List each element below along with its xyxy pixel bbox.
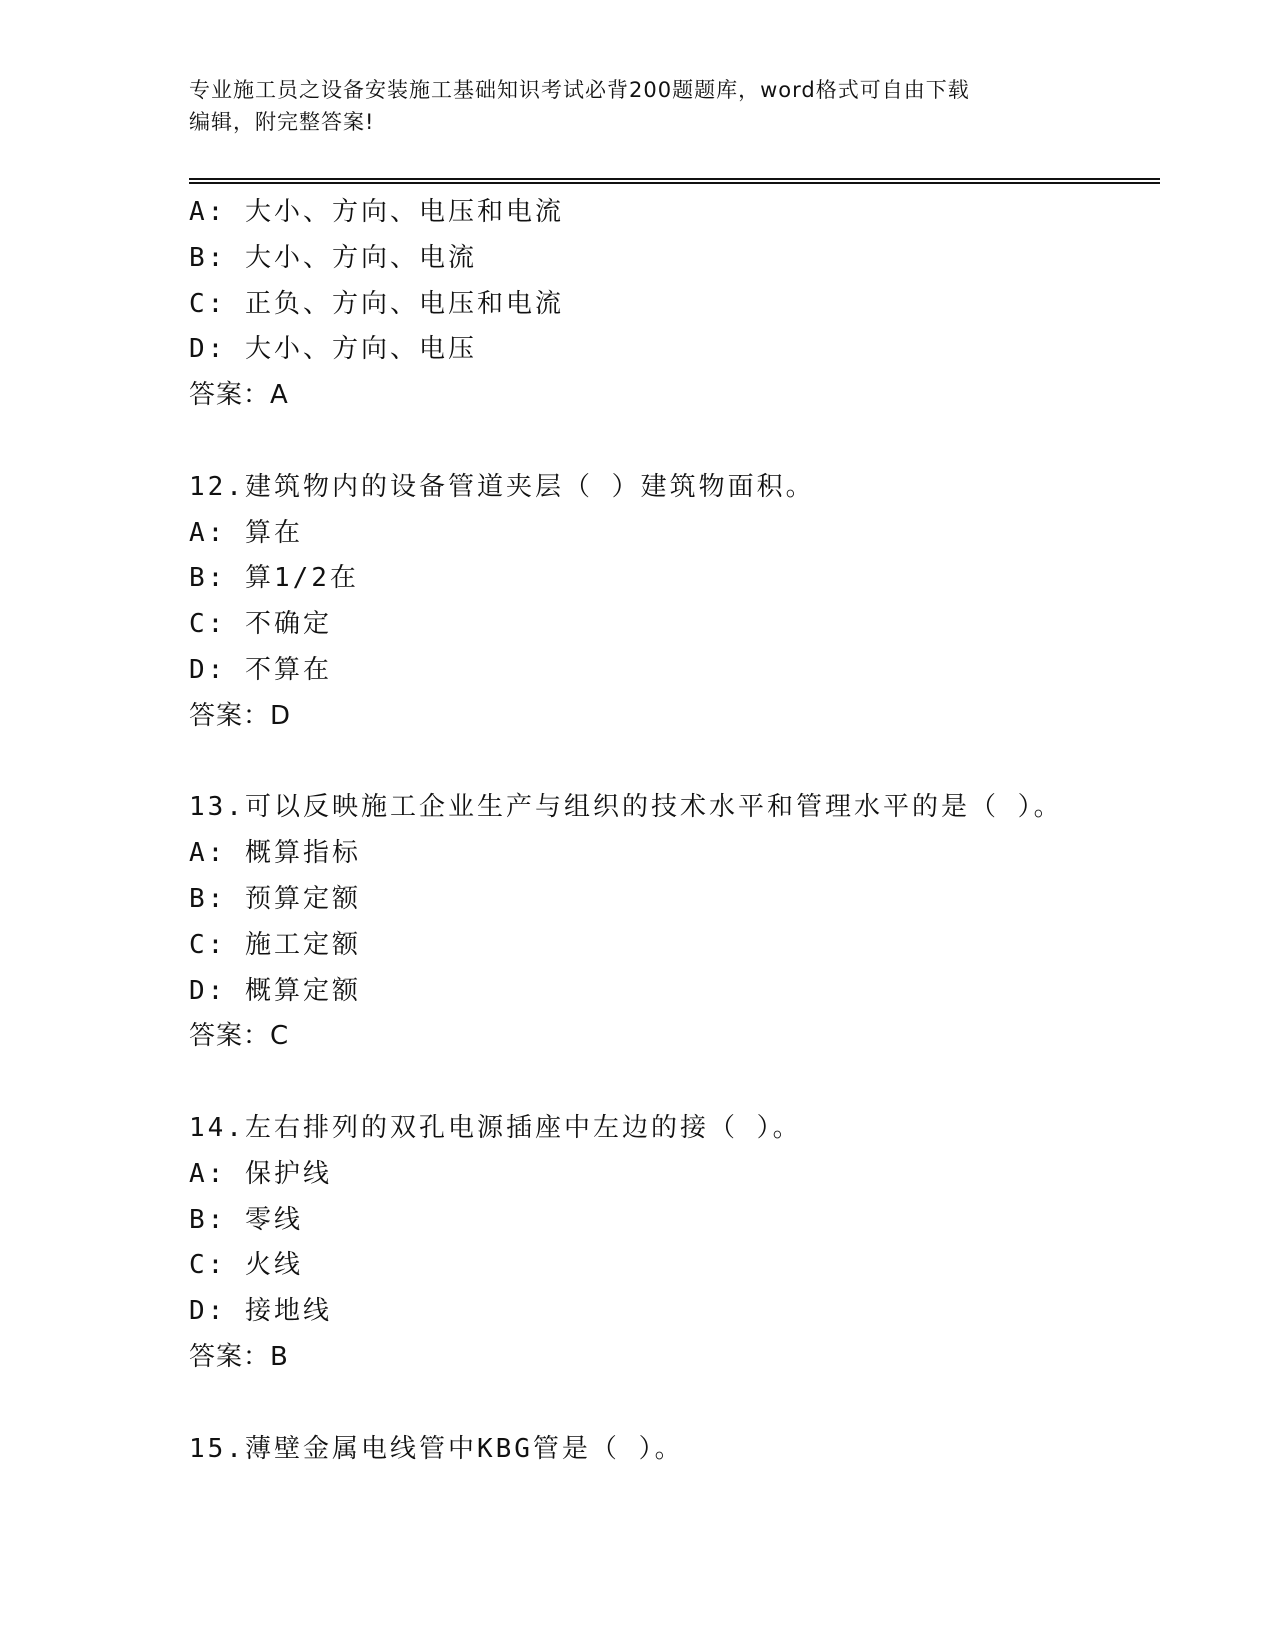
option-text: D: 大小、方向、电压 — [189, 334, 477, 365]
question-text: 12.建筑物内的设备管道夹层（ ）建筑物面积。 — [189, 471, 815, 502]
option-text: D: 不算在 — [189, 654, 332, 685]
option-text: A: 算在 — [189, 517, 303, 548]
option-text: D: 接地线 — [189, 1296, 332, 1327]
header-divider-top — [189, 178, 1160, 180]
option-text: C: 施工定额 — [189, 929, 361, 960]
question-text: 15.薄壁金属电线管中KBG管是（ ）。 — [189, 1433, 684, 1464]
option-text: C: 正负、方向、电压和电流 — [189, 288, 564, 319]
question-text: 14.左右排列的双孔电源插座中左边的接（ ）。 — [189, 1112, 802, 1143]
answer-text: 答案：C — [189, 1021, 290, 1052]
question-text: 13.可以反映施工企业生产与组织的技术水平和管理水平的是（ ）。 — [189, 792, 1063, 823]
answer-text: 答案：A — [189, 380, 289, 411]
option-text: B: 算1/2在 — [189, 563, 359, 594]
question-list — [189, 190, 1169, 1472]
header-title-line-2: 编辑，附完整答案! — [189, 110, 375, 134]
spacer — [189, 740, 1169, 786]
option-text: B: 预算定额 — [189, 883, 361, 914]
spacer — [189, 1060, 1169, 1106]
option-text: C: 火线 — [189, 1250, 303, 1281]
option-text: A: 概算指标 — [189, 838, 361, 869]
spacer — [189, 419, 1169, 465]
option-text: A: 保护线 — [189, 1158, 332, 1189]
option-text: D: 概算定额 — [189, 975, 361, 1006]
answer-text: 答案：B — [189, 1341, 289, 1372]
option-text: A: 大小、方向、电压和电流 — [189, 197, 564, 227]
document-header — [189, 74, 1089, 138]
header-divider-bottom — [189, 182, 1160, 184]
option-text: B: 零线 — [189, 1204, 303, 1235]
header-title-line-1: 专业施工员之设备安装施工基础知识考试必背200题题库，word格式可自由下载 — [189, 78, 970, 102]
option-text: C: 不确定 — [189, 609, 332, 640]
spacer — [189, 1381, 1169, 1427]
option-text: B: 大小、方向、电流 — [189, 242, 477, 273]
answer-text: 答案：D — [189, 700, 292, 731]
